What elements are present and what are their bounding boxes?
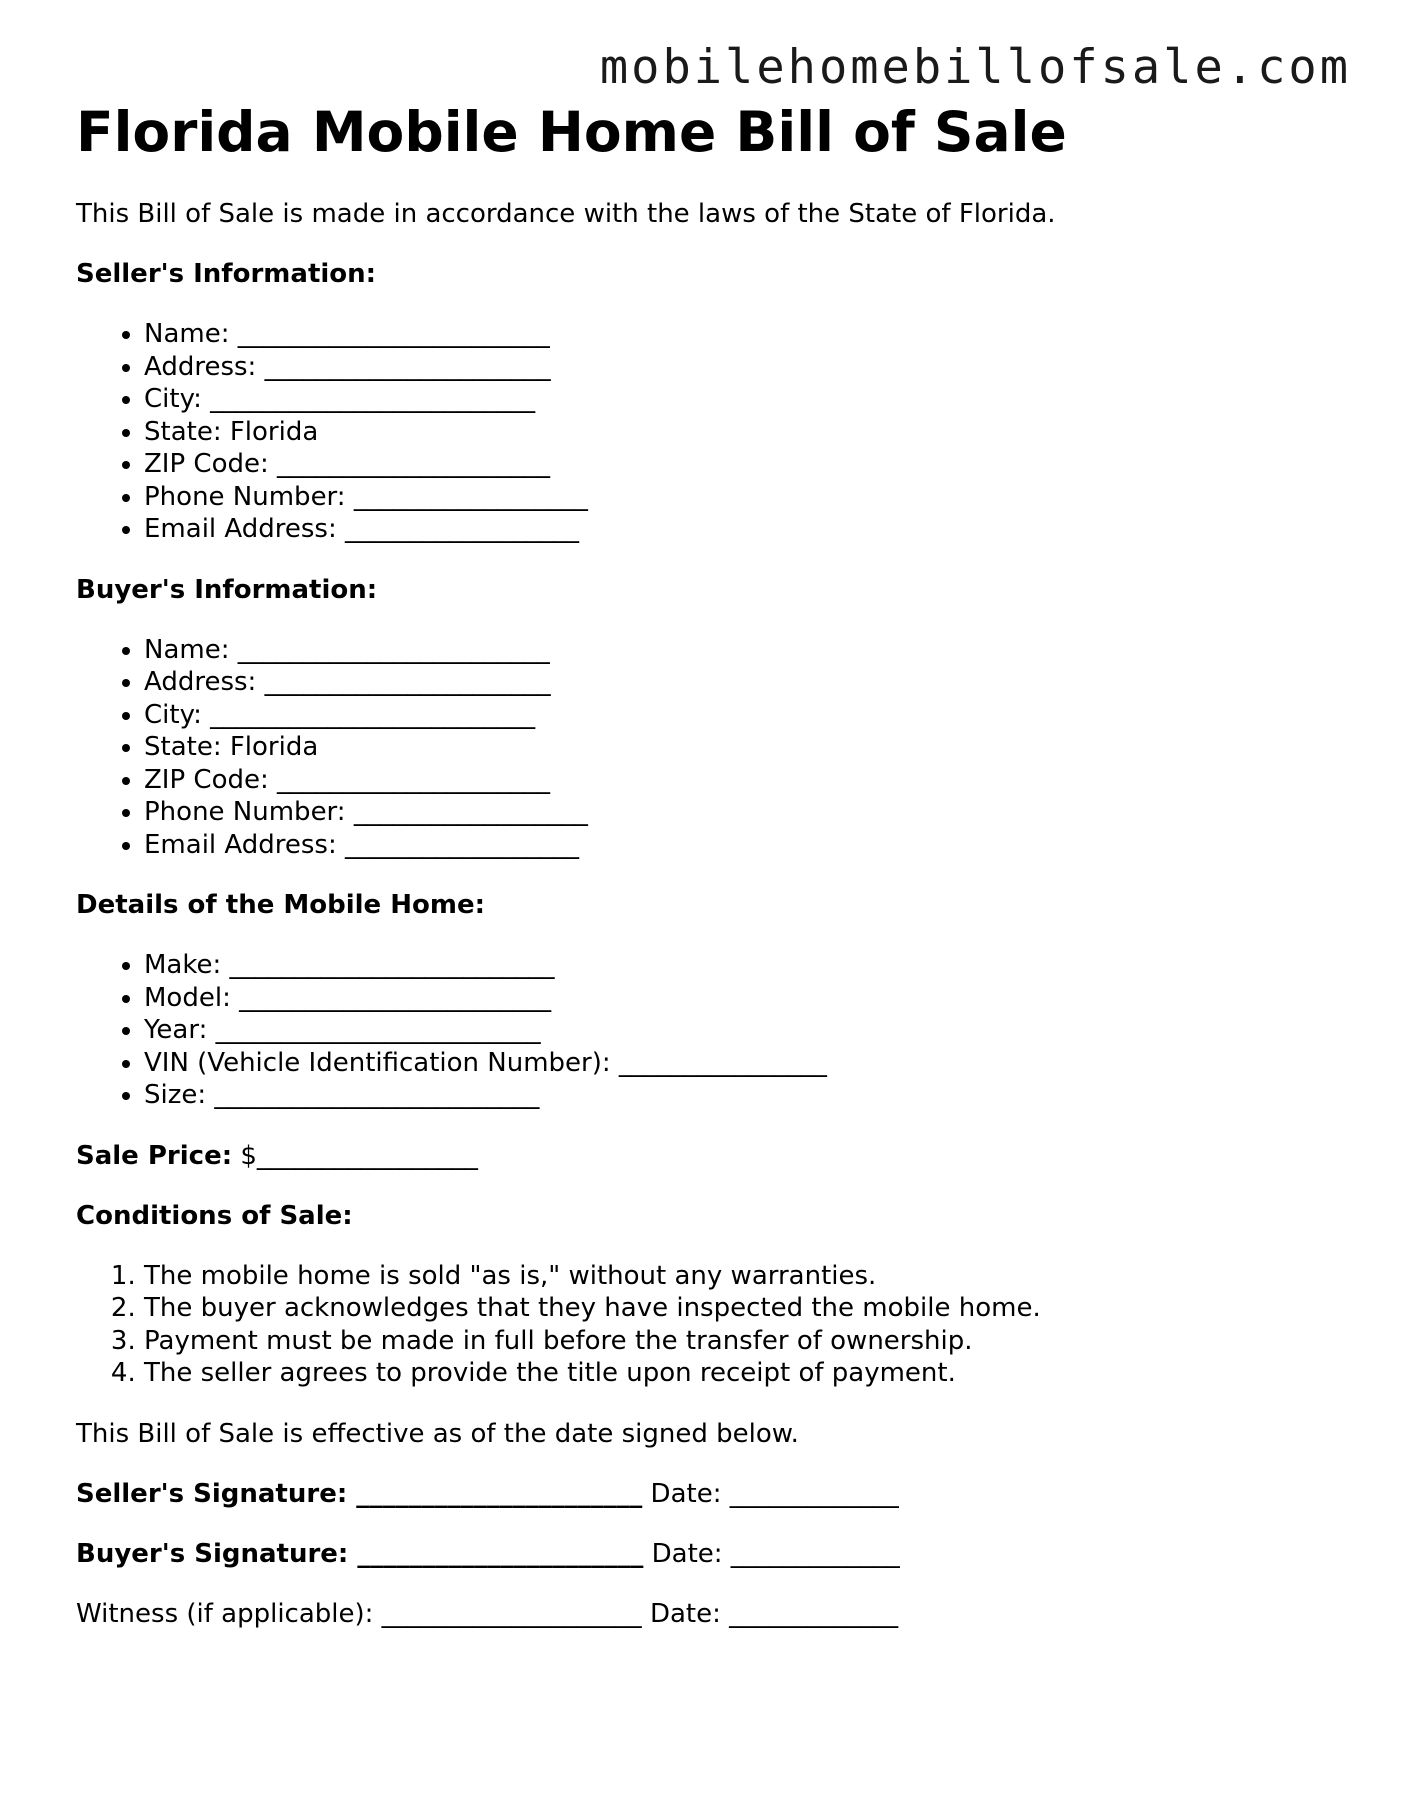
- seller-address-field[interactable]: • Address: ______________________: [144, 351, 1356, 384]
- buyer-phone-field[interactable]: • Phone Number: __________________: [144, 796, 1356, 829]
- home-details-list: [76, 949, 1356, 1112]
- buyer-address-field[interactable]: • Address: ______________________: [144, 666, 1356, 699]
- seller-email-field[interactable]: • Email Address: __________________: [144, 513, 1356, 546]
- buyer-date-field[interactable]: Date: _____________: [643, 1538, 900, 1569]
- home-year-field[interactable]: • Year: _________________________: [144, 1014, 1356, 1047]
- seller-city-field[interactable]: • City: _________________________: [144, 383, 1356, 416]
- condition-item: 4. The seller agrees to provide the title upon receipt of payment.: [144, 1357, 1356, 1390]
- buyer-heading: Buyer's Information:: [76, 574, 378, 605]
- buyer-zip-field[interactable]: • ZIP Code: _____________________: [144, 764, 1356, 797]
- seller-list: [76, 318, 1356, 546]
- seller-date-field[interactable]: Date: _____________: [642, 1478, 899, 1509]
- witness-signature-line[interactable]: Witness (if applicable): ____________________ Date: _____________: [76, 1598, 899, 1629]
- conditions-list: [76, 1260, 1356, 1390]
- seller-zip-field[interactable]: • ZIP Code: _____________________: [144, 448, 1356, 481]
- sale-price-line: [76, 1140, 1356, 1172]
- home-model-field[interactable]: • Model: ________________________: [144, 982, 1356, 1015]
- sale-price-field[interactable]: $_________________: [232, 1140, 478, 1171]
- buyer-name-field[interactable]: • Name: ________________________: [144, 634, 1356, 667]
- page-title: Florida Mobile Home Bill of Sale: [76, 100, 1067, 164]
- buyer-city-field[interactable]: • City: _________________________: [144, 699, 1356, 732]
- condition-item: 3. Payment must be made in full before the transfer of ownership.: [144, 1325, 1356, 1358]
- condition-item: 2. The buyer acknowledges that they have inspected the mobile home.: [144, 1292, 1356, 1325]
- site-watermark: mobilehomebillofsale.com: [599, 40, 1351, 95]
- home-make-field[interactable]: • Make: _________________________: [144, 949, 1356, 982]
- intro-text: This Bill of Sale is made in accordance with the laws of the State of Florida.: [76, 199, 1056, 229]
- condition-item: 1. The mobile home is sold "as is," without any warranties.: [144, 1260, 1356, 1293]
- seller-state-field: • State: Florida: [144, 416, 1356, 449]
- sale-price-label: Sale Price:: [76, 1140, 233, 1171]
- seller-heading: Seller's Information:: [76, 259, 377, 289]
- seller-name-field[interactable]: • Name: ________________________: [144, 318, 1356, 351]
- buyer-signature-field[interactable]: Buyer's Signature: ______________________: [76, 1538, 644, 1569]
- buyer-state-field: • State: Florida: [144, 731, 1356, 764]
- home-vin-field[interactable]: • VIN (Vehicle Identification Number): ________________: [144, 1047, 1356, 1080]
- seller-phone-field[interactable]: • Phone Number: __________________: [144, 481, 1356, 514]
- effective-statement: This Bill of Sale is effective as of the date signed below.: [76, 1418, 799, 1449]
- home-size-field[interactable]: • Size: _________________________: [144, 1079, 1356, 1112]
- buyer-list: [76, 634, 1356, 862]
- buyer-email-field[interactable]: • Email Address: __________________: [144, 829, 1356, 862]
- buyer-signature-line: [76, 1538, 1356, 1570]
- home-details-heading: Details of the Mobile Home:: [76, 890, 485, 920]
- conditions-heading: Conditions of Sale:: [76, 1200, 353, 1231]
- seller-signature-line: [76, 1478, 1356, 1510]
- seller-signature-field[interactable]: Seller's Signature: ______________________: [76, 1478, 643, 1509]
- bill-of-sale-document: [76, 96, 1356, 1630]
